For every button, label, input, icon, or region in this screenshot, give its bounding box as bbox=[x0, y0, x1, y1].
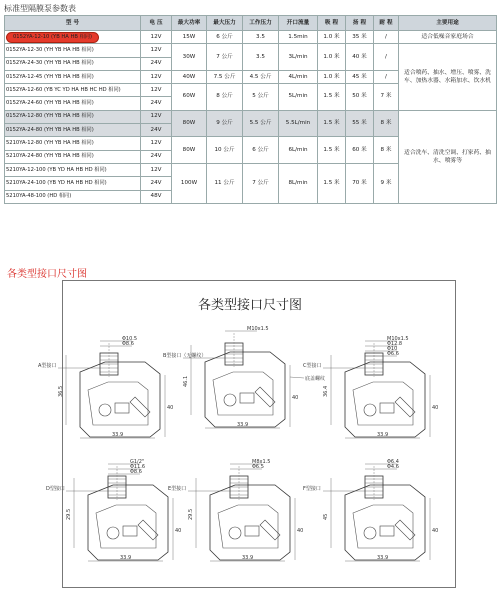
dimension-label: Φ10 bbox=[387, 346, 398, 352]
table-cell: 6 公斤 bbox=[207, 31, 243, 44]
lever bbox=[395, 397, 415, 417]
table-cell: / bbox=[374, 31, 399, 44]
table-cell: 10 公斤 bbox=[207, 137, 243, 164]
interface-type-label: F型接口 bbox=[303, 486, 321, 492]
port-circle bbox=[99, 404, 111, 416]
port-circle bbox=[364, 527, 376, 539]
height-dimension: 45 bbox=[323, 513, 329, 520]
table-cell: 24V bbox=[141, 177, 172, 190]
interface-drawing bbox=[168, 459, 303, 561]
table-cell: 8L/min bbox=[279, 163, 318, 203]
dimension-label: Φ8.6 bbox=[130, 469, 142, 475]
table-cell: 100W bbox=[172, 163, 207, 203]
height-dimension: 40 bbox=[432, 528, 439, 534]
height-dimension: 29.5 bbox=[188, 508, 194, 520]
highlighted-model: 0152YA-12-10 (YB HA HB 相同) bbox=[6, 32, 99, 43]
pump-housing bbox=[218, 505, 278, 548]
table-cell: 12V bbox=[141, 44, 172, 57]
interface-drawing bbox=[163, 326, 298, 428]
dimension-label: Φ10.5 bbox=[122, 336, 138, 342]
table-cell: 5210YA-12-100 (YB YD HA HB HD 相同) bbox=[5, 163, 141, 176]
height-dimension: 40 bbox=[297, 528, 304, 534]
table-cell: 1.5 米 bbox=[318, 137, 346, 164]
table-cell: 适合低噪音家庭场合 bbox=[399, 31, 497, 44]
height-dimension: 40 bbox=[167, 405, 174, 411]
table-cell: 7 米 bbox=[374, 84, 399, 111]
table-cell: 60W bbox=[172, 84, 207, 111]
width-dimension: 33.9 bbox=[112, 432, 124, 438]
interface-drawing bbox=[303, 336, 438, 438]
table-cell: 7.5 公斤 bbox=[207, 70, 243, 83]
table-cell: 5210YA-48-100 (HD 相同) bbox=[5, 190, 141, 203]
height-dimension: 40 bbox=[292, 395, 299, 401]
table-cell: 24V bbox=[141, 97, 172, 110]
lever bbox=[138, 520, 158, 540]
table-cell: / bbox=[374, 70, 399, 83]
interface-type-label: C型接口 bbox=[303, 363, 322, 369]
table-cell: 8 公斤 bbox=[207, 84, 243, 111]
dimension-label: Φ12.8 bbox=[387, 341, 403, 347]
table-cell: 1.5 米 bbox=[318, 163, 346, 203]
dimension-label: G1/2" bbox=[130, 459, 145, 465]
dimension-label: Φ8.6 bbox=[122, 341, 134, 347]
port-circle bbox=[107, 527, 119, 539]
table-cell: 5.5L/min bbox=[279, 110, 318, 137]
table-cell: 80W bbox=[172, 110, 207, 137]
table-cell: 1.5min bbox=[279, 31, 318, 44]
height-dimension: 40 bbox=[432, 405, 439, 411]
mount-slot bbox=[123, 526, 137, 536]
note-label: 底盖螺纹 bbox=[305, 376, 326, 382]
mount-slot bbox=[380, 403, 394, 413]
table-cell: 9 米 bbox=[374, 163, 399, 203]
table-cell: 30W bbox=[172, 44, 207, 71]
mount-slot bbox=[115, 403, 129, 413]
table-cell: 5210YA-12-80 (YH YB HA HB 相同) bbox=[5, 137, 141, 150]
table-cell: 8 米 bbox=[374, 110, 399, 137]
column-header: 最大压力 bbox=[207, 16, 243, 31]
lever bbox=[395, 520, 415, 540]
table-cell: 1.5 米 bbox=[318, 110, 346, 137]
table-cell: 1.0 米 bbox=[318, 31, 346, 44]
table-cell: 15W bbox=[172, 31, 207, 44]
dimension-label: Φ11.6 bbox=[130, 464, 146, 470]
table-cell: 0152YA-12-80 (YH YB HA HB 相同) bbox=[5, 110, 141, 123]
table-cell: 35 米 bbox=[346, 31, 374, 44]
interface-type-label: E型接口 bbox=[168, 486, 187, 492]
lever bbox=[260, 520, 280, 540]
table-cell: 24V bbox=[141, 150, 172, 163]
pump-housing bbox=[88, 382, 148, 425]
table-cell: 11 公斤 bbox=[207, 163, 243, 203]
table-cell: 48V bbox=[141, 190, 172, 203]
width-dimension: 33.9 bbox=[377, 555, 389, 561]
table-cell: 50 米 bbox=[346, 84, 374, 111]
table-cell: 0152YA-12-60 (YB YC YD HA HB HC HD 相同) bbox=[5, 84, 141, 97]
lever bbox=[130, 397, 150, 417]
leader-line bbox=[290, 377, 304, 378]
table-cell: 12V bbox=[141, 70, 172, 83]
table-cell: 55 米 bbox=[346, 110, 374, 137]
column-header: 耐 程 bbox=[374, 16, 399, 31]
table-cell: 3L/min bbox=[279, 44, 318, 71]
port-circle bbox=[364, 404, 376, 416]
interface-type-label: A型接口 bbox=[38, 363, 57, 369]
table-cell: 12V bbox=[141, 137, 172, 150]
port-circle bbox=[224, 394, 236, 406]
column-header: 扬 程 bbox=[346, 16, 374, 31]
column-header: 型 号 bbox=[5, 16, 141, 31]
width-dimension: 33.9 bbox=[377, 432, 389, 438]
table-cell: 5210YA-24-80 (YH YB HA HB 相同) bbox=[5, 150, 141, 163]
table-cell: / bbox=[374, 44, 399, 71]
table-cell: 45 米 bbox=[346, 70, 374, 83]
table-cell: 70 米 bbox=[346, 163, 374, 203]
table-cell: 1.5 米 bbox=[318, 84, 346, 111]
interface-type-label: D型接口 bbox=[46, 486, 65, 492]
column-header: 最大功率 bbox=[172, 16, 207, 31]
table-cell: 1.0 米 bbox=[318, 70, 346, 83]
table-cell: 0152YA-12-45 (YH YB HA HB 相同) bbox=[5, 70, 141, 83]
interface-drawing bbox=[303, 459, 438, 561]
height-dimension: 46.1 bbox=[183, 375, 189, 387]
height-dimension: 36.4 bbox=[323, 385, 329, 397]
width-dimension: 33.9 bbox=[120, 555, 132, 561]
width-dimension: 33.9 bbox=[237, 422, 249, 428]
table-cell: 6 公斤 bbox=[243, 137, 279, 164]
width-dimension: 33.9 bbox=[242, 555, 254, 561]
dimension-label: M10x1.5 bbox=[247, 326, 269, 332]
dimension-label: Φ6.4 bbox=[387, 459, 399, 465]
height-dimension: 36.5 bbox=[58, 385, 64, 397]
table-cell: 0152YA-24-80 (YH YB HA HB 相同) bbox=[5, 124, 141, 137]
interface-drawing bbox=[46, 459, 181, 561]
lever bbox=[255, 387, 275, 407]
table-cell: 0152YA-24-60 (YH YB HA HB 相同) bbox=[5, 97, 141, 110]
port-circle bbox=[229, 527, 241, 539]
table-cell: 24V bbox=[141, 124, 172, 137]
table-cell: 12V bbox=[141, 31, 172, 44]
table-cell: 适合喷药、抽水、增压、喷雾、洗车、加热水器、水箱加水、饮水机 bbox=[399, 44, 497, 110]
interface-drawing bbox=[38, 336, 173, 438]
column-header: 电 压 bbox=[141, 16, 172, 31]
table-cell: 24V bbox=[141, 57, 172, 70]
table-cell: 5210YA-24-100 (YB YD HA HB HD 相同) bbox=[5, 177, 141, 190]
section-title: 各类型接口尺寸图 bbox=[7, 269, 87, 280]
table-cell: 4L/min bbox=[279, 70, 318, 83]
mount-slot bbox=[245, 526, 259, 536]
dimension-label: Φ4.6 bbox=[387, 464, 399, 470]
table-cell: 12V bbox=[141, 84, 172, 97]
mount-slot bbox=[380, 526, 394, 536]
table-cell: 9 公斤 bbox=[207, 110, 243, 137]
table-cell: 5 公斤 bbox=[243, 84, 279, 111]
table-cell: 7 公斤 bbox=[207, 44, 243, 71]
table-cell: 1.0 米 bbox=[318, 44, 346, 71]
table-cell: 8 米 bbox=[374, 137, 399, 164]
column-header: 主要用途 bbox=[399, 16, 497, 31]
table-cell: 7 公斤 bbox=[243, 163, 279, 203]
interface-type-label: B型接口（无螺纹） bbox=[163, 353, 207, 359]
table-cell: 6L/min bbox=[279, 137, 318, 164]
dimension-label: Φ6.5 bbox=[252, 464, 264, 470]
drawing-title: 各类型接口尺寸图 bbox=[197, 298, 302, 313]
table-cell: 适合洗车、清洗空调、打家药、抽水、喷雾等 bbox=[399, 110, 497, 203]
table-cell: 3.5 bbox=[243, 31, 279, 44]
pump-housing bbox=[353, 382, 413, 425]
table-cell: 12V bbox=[141, 163, 172, 176]
table-cell: 40 米 bbox=[346, 44, 374, 71]
table-cell: 5.5 公斤 bbox=[243, 110, 279, 137]
table-cell: 12V bbox=[141, 110, 172, 123]
table-cell: 80W bbox=[172, 137, 207, 164]
pump-housing bbox=[353, 505, 413, 548]
page-title: 标准型隔膜泵参数表 bbox=[4, 4, 76, 13]
table-cell: 4.5 公斤 bbox=[243, 70, 279, 83]
column-header: 吸 程 bbox=[318, 16, 346, 31]
pump-housing bbox=[96, 505, 156, 548]
table-cell: 3.5 bbox=[243, 44, 279, 71]
column-header: 工作压力 bbox=[243, 16, 279, 31]
pump-housing bbox=[213, 372, 273, 415]
dimension-label: M8x1.5 bbox=[252, 459, 271, 465]
table-cell: 40W bbox=[172, 70, 207, 83]
table-cell: 0152YA-24-30 (YH YB HA HB 相同) bbox=[5, 57, 141, 70]
height-dimension: 29.5 bbox=[66, 508, 72, 520]
table-cell: 60 米 bbox=[346, 137, 374, 164]
table-cell: 0152YA-12-30 (YH YB HA HB 相同) bbox=[5, 44, 141, 57]
dimension-label: Φ6.6 bbox=[387, 351, 399, 357]
table-cell: 5L/min bbox=[279, 84, 318, 111]
dimension-label: M10x1.5 bbox=[387, 336, 409, 342]
mount-slot bbox=[240, 393, 254, 403]
height-dimension: 40 bbox=[175, 528, 182, 534]
column-header: 开口流量 bbox=[279, 16, 318, 31]
